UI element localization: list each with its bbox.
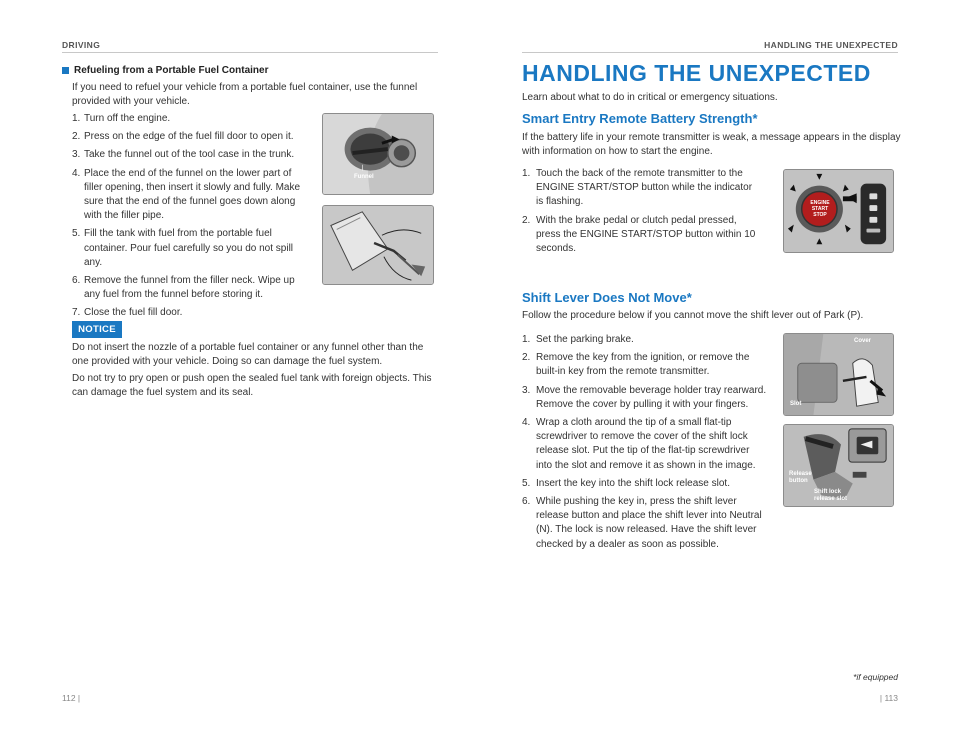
square-bullet-icon <box>62 67 69 74</box>
list-item: 4. Place the end of the funnel on the lower part of filler opening, then insert it slowly and fully. Make sure that the end of the funnel goes down along with the filler pipe. <box>72 167 301 222</box>
list-item: 1. Turn off the engine. <box>72 113 171 124</box>
refuel-intro: If you need to refuel your vehicle from a portable fuel container, use the funnel provided with your vehicle. <box>72 82 418 108</box>
list-item: 5. Insert the key into the shift lock release slot. <box>522 477 730 489</box>
notice-paragraph-2: Do not try to pry open or push open the sealed fuel tank with foreign objects. This can damage the fuel system and its seal. <box>72 373 432 399</box>
list-item: 2. Remove the key from the ignition, or remove the built-in key from the remote transmitter. <box>522 352 750 378</box>
portable-container-image <box>322 205 434 285</box>
fuel-door-funnel-image <box>322 113 434 195</box>
cover-removal-image <box>783 333 894 416</box>
list-item: 2. Press on the edge of the fuel fill door to open it. <box>72 131 294 143</box>
start-button-label: ENGINE START STOP <box>810 200 830 218</box>
notice-badge: NOTICE <box>72 321 122 338</box>
battery-intro: If the battery life in your remote transmitter is weak, a message appears in the display with information on how to start the engine. <box>522 132 901 158</box>
list-item: 6. While pushing the key in, press the shift lever release button and place the shift lever into Neutral (N). The lock is now released. Have the shift lever checked by a dealer as soon as possible. <box>522 496 762 550</box>
page-intro: Learn about what to do in critical or emergency situations. <box>522 92 778 103</box>
funnel-caption: Funnel <box>354 174 374 180</box>
shift-steps <box>522 333 767 556</box>
footnote: *if equipped <box>853 672 898 682</box>
header-rule-right <box>522 52 898 53</box>
shift-lock-slot-caption: Shift lock release slot <box>814 489 848 502</box>
section-title-refueling <box>62 65 268 76</box>
running-head-left: DRIVING <box>62 40 101 50</box>
list-item: 4. Wrap a cloth around the tip of a small flat-tip screwdriver to remove the cover of the shift lock release slot. Put the tip of the flat-tip screwdriver into the slot and remove it as shown in the image. <box>522 417 756 471</box>
shift-heading: Shift Lever Does Not Move* <box>522 290 692 305</box>
page-number-left: 112 | <box>62 693 81 703</box>
header-rule-left <box>62 52 438 53</box>
shift-lever-image <box>783 424 894 507</box>
list-item: 1. Touch the back of the remote transmitter to the ENGINE START/STOP button while the indicator is flashing. <box>522 168 753 208</box>
list-item: 1. Set the parking brake. <box>522 334 634 345</box>
remote-start-button-image <box>783 169 894 253</box>
right-page <box>480 0 960 750</box>
list-item: 7. Close the fuel fill door. <box>72 307 183 319</box>
list-item: 6. Remove the funnel from the filler neck. Wipe up any fuel from the funnel before storing it. <box>72 275 295 301</box>
slot-caption: Slot <box>790 401 802 407</box>
cover-caption: Cover <box>854 338 872 344</box>
notice-paragraph-1: Do not insert the nozzle of a portable fuel container or any funnel other than the one provided with your vehicle. Doing so can damage the fuel system. <box>72 342 424 368</box>
page-number-right: | 113 <box>879 693 898 703</box>
release-button-caption: Release button <box>789 471 812 484</box>
page-title: HANDLING THE UNEXPECTED <box>522 60 871 86</box>
battery-heading: Smart Entry Remote Battery Strength* <box>522 111 758 126</box>
section-title-text: Refueling from a Portable Fuel Container <box>74 65 269 76</box>
refuel-steps <box>72 112 310 325</box>
shift-intro: Follow the procedure below if you cannot move the shift lever out of Park (P). <box>522 310 864 321</box>
battery-steps <box>522 167 762 260</box>
list-item: 3. Move the removable beverage holder tray rearward. Remove the cover by pulling it with your fingers. <box>522 384 767 410</box>
list-item: 5. Fill the tank with fuel from the portable fuel container. Pour fuel carefully so you do not spill any. <box>72 228 294 268</box>
list-item: 3. Take the funnel out of the tool case in the trunk. <box>72 149 295 161</box>
running-head-right: HANDLING THE UNEXPECTED <box>764 40 898 50</box>
list-item: 2. With the brake pedal or clutch pedal pressed, press the ENGINE START/STOP button within 10 seconds. <box>522 214 756 255</box>
